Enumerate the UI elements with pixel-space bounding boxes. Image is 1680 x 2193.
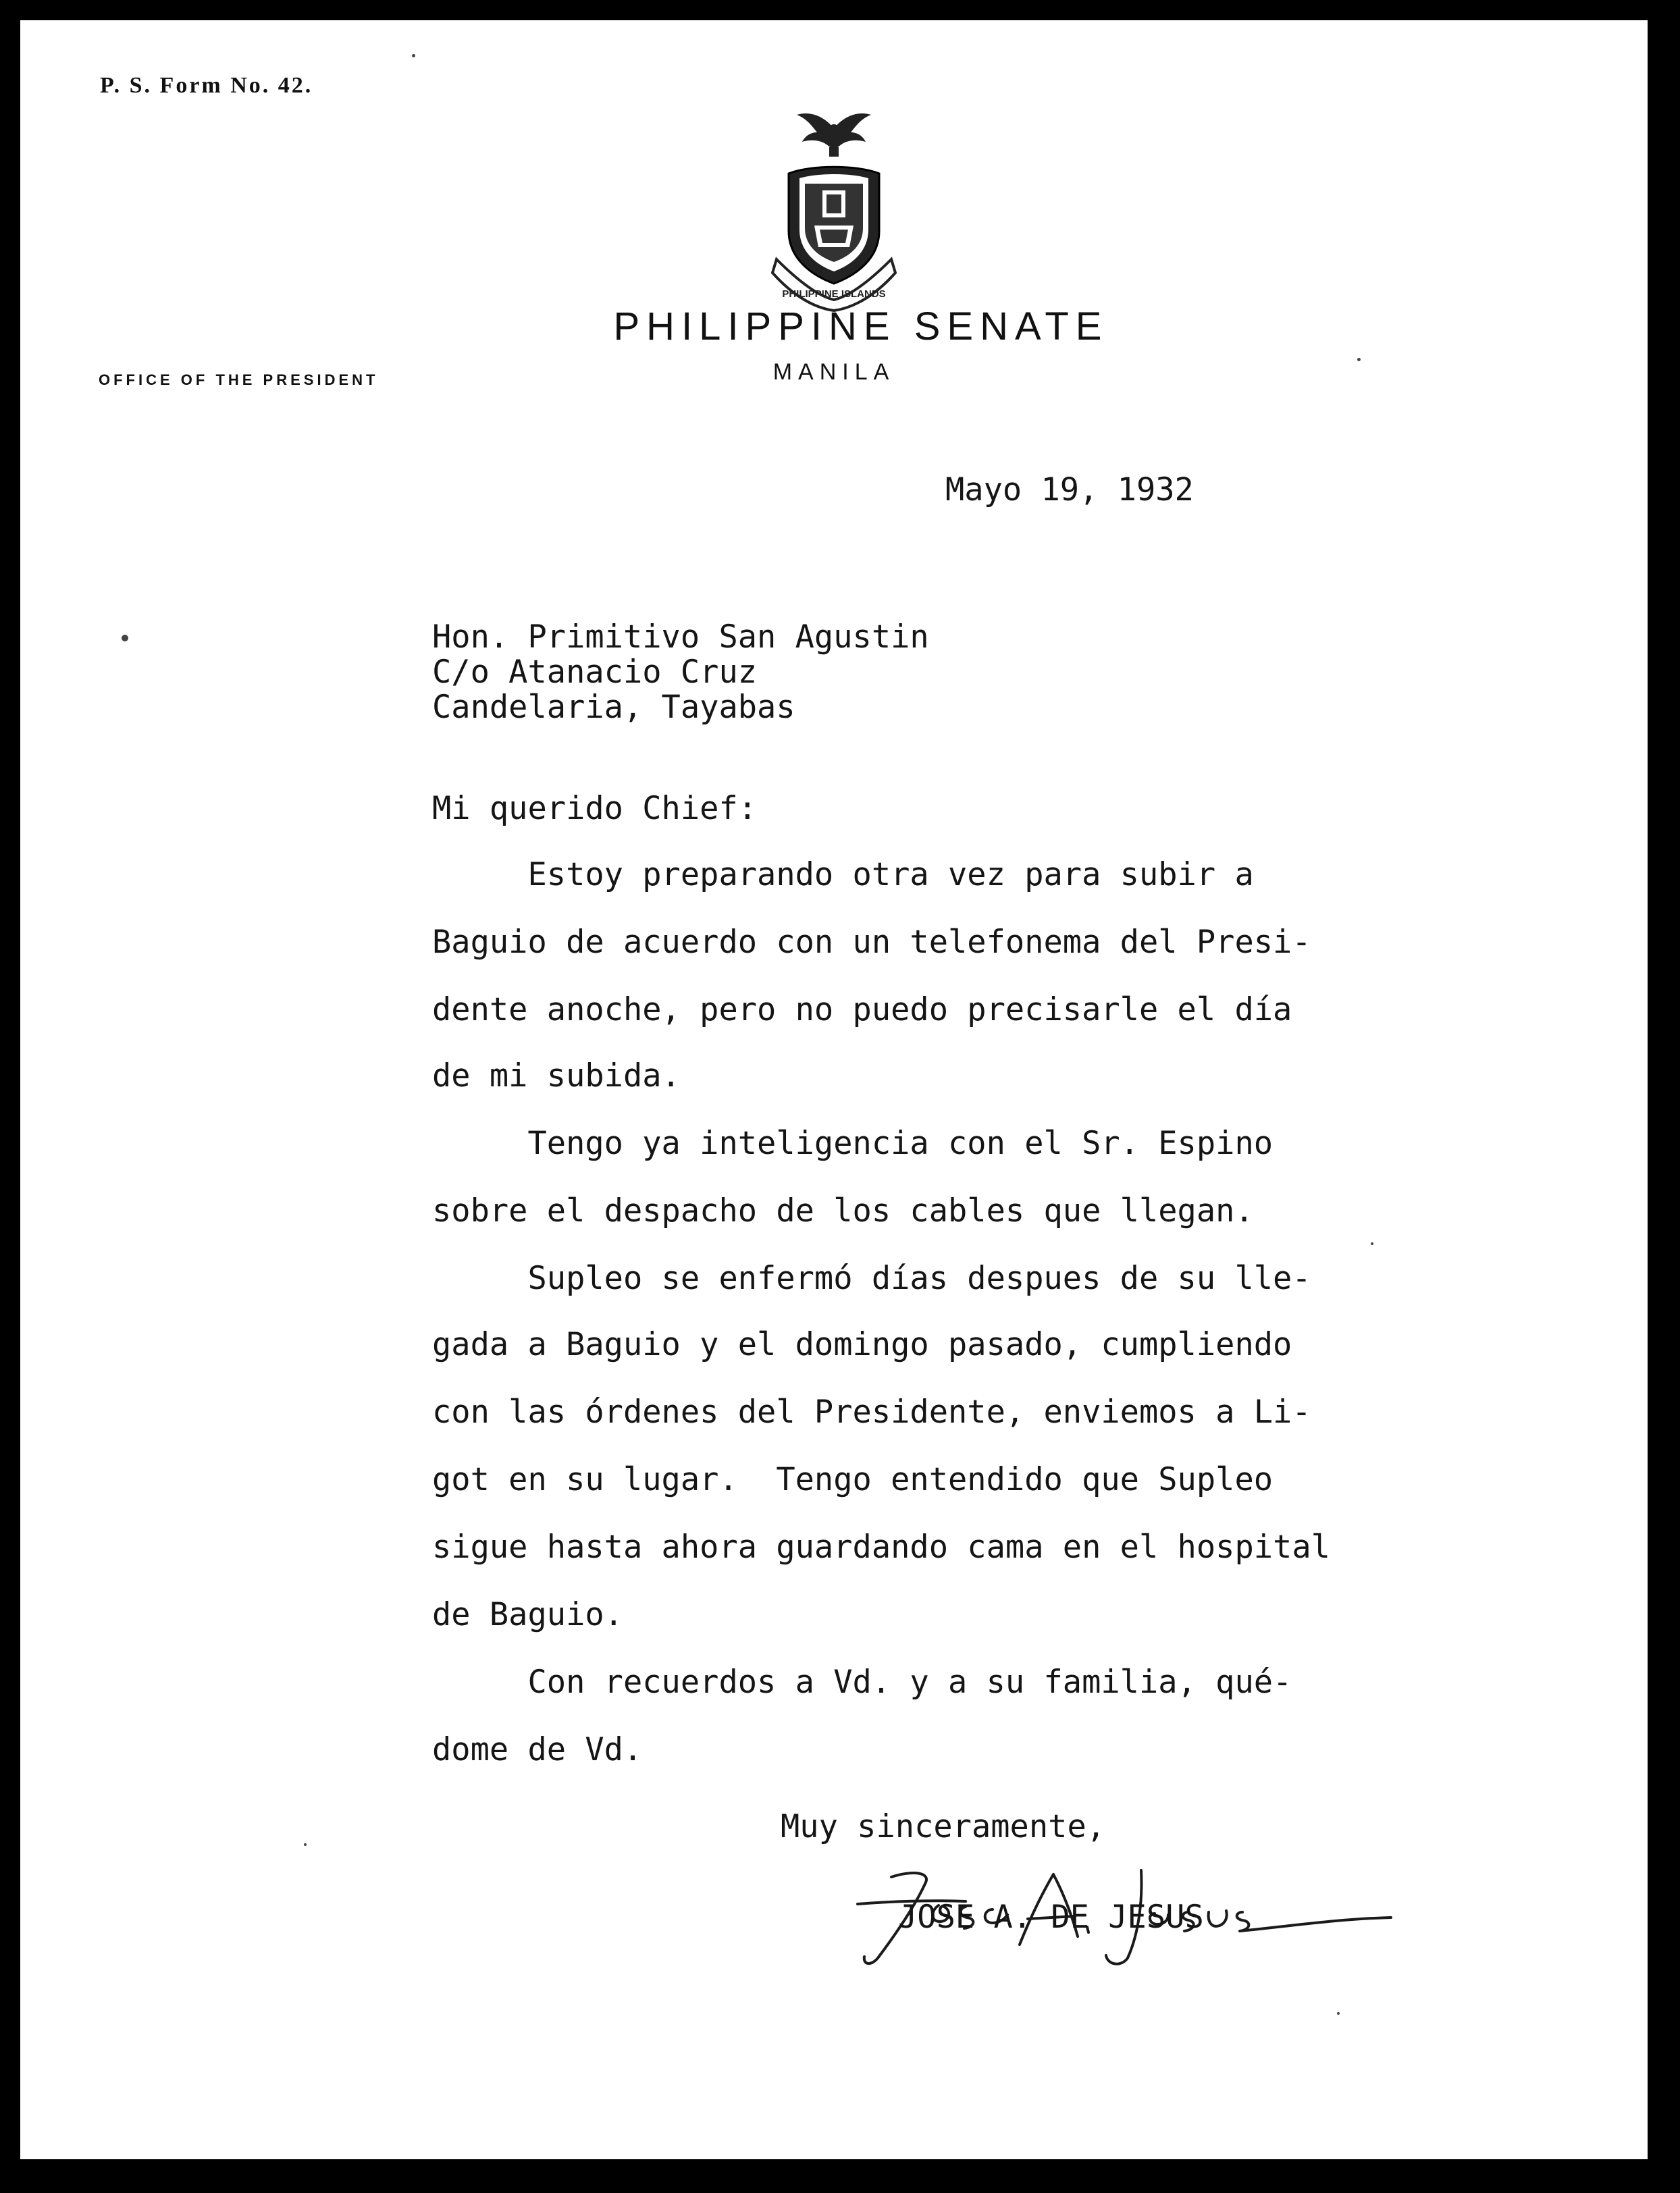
salutation: Mi querido Chief: bbox=[432, 790, 758, 827]
recipient-line-3: Candelaria, Tayabas bbox=[432, 689, 795, 726]
body-line: Estoy preparando otra vez para subir a bbox=[432, 856, 1254, 893]
scan-speck bbox=[122, 635, 128, 641]
closing: Muy sinceramente, bbox=[781, 1808, 1106, 1845]
body-line: con las órdenes del Presidente, enviemos a Li- bbox=[432, 1394, 1311, 1431]
scan-speck bbox=[1357, 358, 1361, 361]
form-number: P. S. Form No. 42. bbox=[100, 73, 313, 98]
body-line: sigue hasta ahora guardando cama en el hospital bbox=[432, 1529, 1330, 1566]
seal-ribbon-text: PHILIPPINE ISLANDS bbox=[782, 288, 886, 300]
letter-page bbox=[20, 20, 1648, 2159]
scan-speck bbox=[1371, 1242, 1373, 1245]
body-line: got en su lugar. Tengo entendido que Supleo bbox=[432, 1461, 1274, 1498]
senate-seal-icon bbox=[770, 103, 898, 312]
body-line: sobre el despacho de los cables que llegan. bbox=[432, 1192, 1254, 1230]
letterhead-city: MANILA bbox=[772, 359, 895, 385]
body-line: Baguio de acuerdo con un telefonema del Presi- bbox=[432, 924, 1311, 961]
office-label: OFFICE OF THE PRESIDENT bbox=[99, 371, 379, 388]
recipient-line-2: C/o Atanacio Cruz bbox=[432, 654, 758, 691]
body-line: de Baguio. bbox=[432, 1596, 623, 1633]
body-line: de mi subida. bbox=[432, 1057, 681, 1094]
body-line: Con recuerdos a Vd. y a su familia, qué- bbox=[432, 1664, 1292, 1701]
body-line: Tengo ya inteligencia con el Sr. Espino bbox=[432, 1125, 1274, 1162]
body-line: gada a Baguio y el domingo pasado, cumpliendo bbox=[432, 1326, 1292, 1363]
body-line: dome de Vd. bbox=[432, 1731, 643, 1768]
letter-date: Mayo 19, 1932 bbox=[945, 471, 1194, 508]
signer-name: JOSE A. DE JESUS bbox=[898, 1899, 1204, 1936]
letterhead-title: PHILIPPINE SENATE bbox=[613, 305, 1109, 348]
body-line: dente anoche, pero no puedo precisarle el día bbox=[432, 991, 1292, 1028]
body-line: Supleo se enfermó días despues de su lle- bbox=[432, 1260, 1311, 1297]
scan-speck bbox=[1337, 2012, 1340, 2015]
scan-speck bbox=[304, 1843, 307, 1846]
scan-speck bbox=[412, 54, 415, 57]
recipient-line-1: Hon. Primitivo San Agustin bbox=[432, 618, 929, 656]
